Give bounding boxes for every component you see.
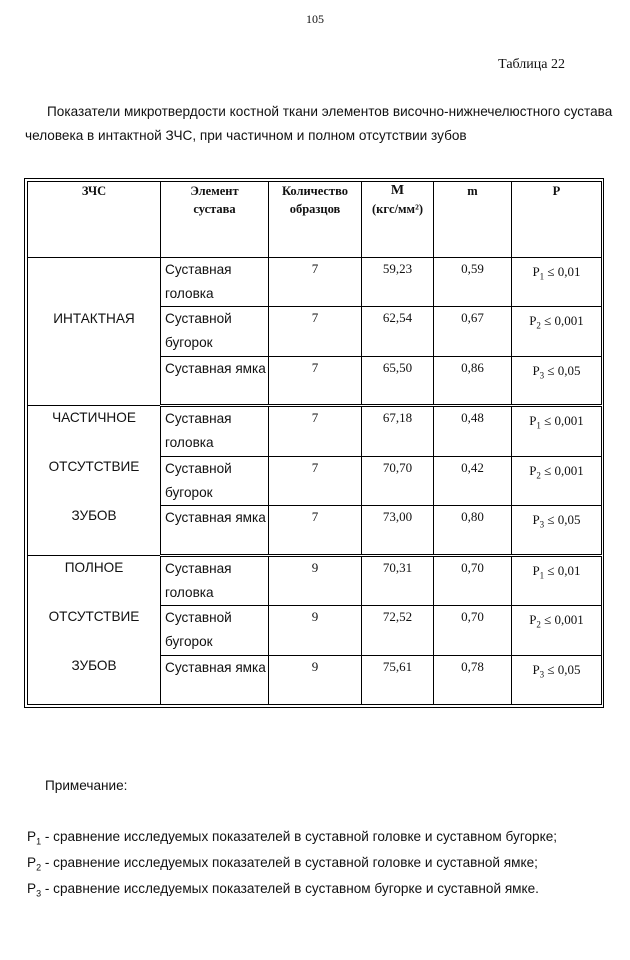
group-label-line: ЗУБОВ <box>71 508 117 524</box>
group-label <box>28 406 161 555</box>
header-m-unit: (кгс/мм²) <box>371 202 423 216</box>
mean-cell: 62,54 <box>362 307 434 356</box>
element-cell: Суставная головка <box>161 258 269 307</box>
mean-cell: 65,50 <box>362 356 434 405</box>
error-cell: 0,67 <box>434 307 512 356</box>
count-cell: 9 <box>269 555 362 605</box>
p-cell: $P_3 \le 0,05$ <box>512 655 602 705</box>
group-label-line: ПОЛНОЕ <box>64 559 124 575</box>
p-cell: $P_3 \le 0,05$ <box>512 506 602 555</box>
error-cell: 0,86 <box>434 356 512 405</box>
header-m <box>362 182 434 258</box>
error-cell: 0,59 <box>434 258 512 307</box>
mean-cell: 70,70 <box>362 456 434 505</box>
element-cell: Суставная ямка <box>161 356 269 405</box>
element-cell: Суставная головка <box>161 406 269 456</box>
count-cell: 7 <box>269 356 362 405</box>
count-cell: 7 <box>269 456 362 505</box>
element-cell: Суставная ямка <box>161 506 269 555</box>
group-label-line: ЗУБОВ <box>71 657 117 673</box>
group-label-line: ИНТАКТНАЯ <box>53 311 135 326</box>
count-cell: 7 <box>269 307 362 356</box>
p-cell: $P_1 \le 0,001$ <box>512 406 602 456</box>
page-number: 105 <box>306 12 324 26</box>
element-cell: Суставной бугорок <box>161 307 269 356</box>
header-zcs: ЗЧС <box>28 182 161 258</box>
table-frame <box>24 178 604 708</box>
header-m-symbol: М <box>390 183 405 198</box>
p-cell: $P_1 \le 0,01$ <box>512 555 602 605</box>
mean-cell: 70,31 <box>362 555 434 605</box>
count-cell: 9 <box>269 606 362 655</box>
header-m-small: m <box>434 182 512 258</box>
table-label: Таблица 22 <box>498 57 565 72</box>
count-cell: 7 <box>269 506 362 555</box>
error-cell: 0,80 <box>434 506 512 555</box>
header-p: Р <box>512 182 602 258</box>
error-cell: 0,42 <box>434 456 512 505</box>
note-line: $P_1$ - сравнение исследуемых показателей в суставной головке и суставном бугорке; <box>27 829 558 847</box>
mean-cell: 75,61 <box>362 655 434 705</box>
mean-cell: 67,18 <box>362 406 434 456</box>
group-label-line: ЧАСТИЧНОЕ <box>52 410 136 426</box>
p-cell: $P_2 \le 0,001$ <box>512 456 602 505</box>
p-cell: $P_2 \le 0,001$ <box>512 307 602 356</box>
p-cell: $P_1 \le 0,01$ <box>512 258 602 307</box>
error-cell: 0,48 <box>434 406 512 456</box>
mean-cell: 73,00 <box>362 506 434 555</box>
p-cell: $P_2 \le 0,001$ <box>512 606 602 655</box>
group-label <box>28 258 161 406</box>
note-line: $P_3$ - сравнение исследуемых показателей в суставном бугорке и суставной ямке. <box>27 881 539 899</box>
table-row <box>28 258 602 307</box>
mean-cell: 72,52 <box>362 606 434 655</box>
table-caption: Показатели микротвердости костной ткани элементов височно-нижнечелюстного сустава человека в интактной ЗЧС, при частичном и полном отсутствии зубов <box>25 104 613 143</box>
element-cell: Суставная головка <box>161 555 269 605</box>
table-row <box>28 406 602 456</box>
count-cell: 7 <box>269 258 362 307</box>
group-label-line: ОТСУТСТВИЕ <box>48 608 140 624</box>
count-cell: 9 <box>269 655 362 705</box>
element-cell: Суставная ямка <box>161 655 269 705</box>
group-label-line: ОТСУТСТВИЕ <box>48 459 140 475</box>
error-cell: 0,70 <box>434 606 512 655</box>
note-line: $P_2$ - сравнение исследуемых показателей в суставной головке и суставной ямке; <box>27 855 538 873</box>
error-cell: 0,78 <box>434 655 512 705</box>
count-cell: 7 <box>269 406 362 456</box>
data-table <box>27 181 602 705</box>
note-title: Примечание: <box>45 778 128 793</box>
header-count: Количество образцов <box>269 182 362 258</box>
element-cell: Суставной бугорок <box>161 606 269 655</box>
table-row <box>28 555 602 605</box>
p-cell: $P_3 \le 0,05$ <box>512 356 602 405</box>
group-label <box>28 555 161 704</box>
header-element: Элемент сустава <box>161 182 269 258</box>
mean-cell: 59,23 <box>362 258 434 307</box>
element-cell: Суставной бугорок <box>161 456 269 505</box>
table-body <box>28 258 602 705</box>
error-cell: 0,70 <box>434 555 512 605</box>
